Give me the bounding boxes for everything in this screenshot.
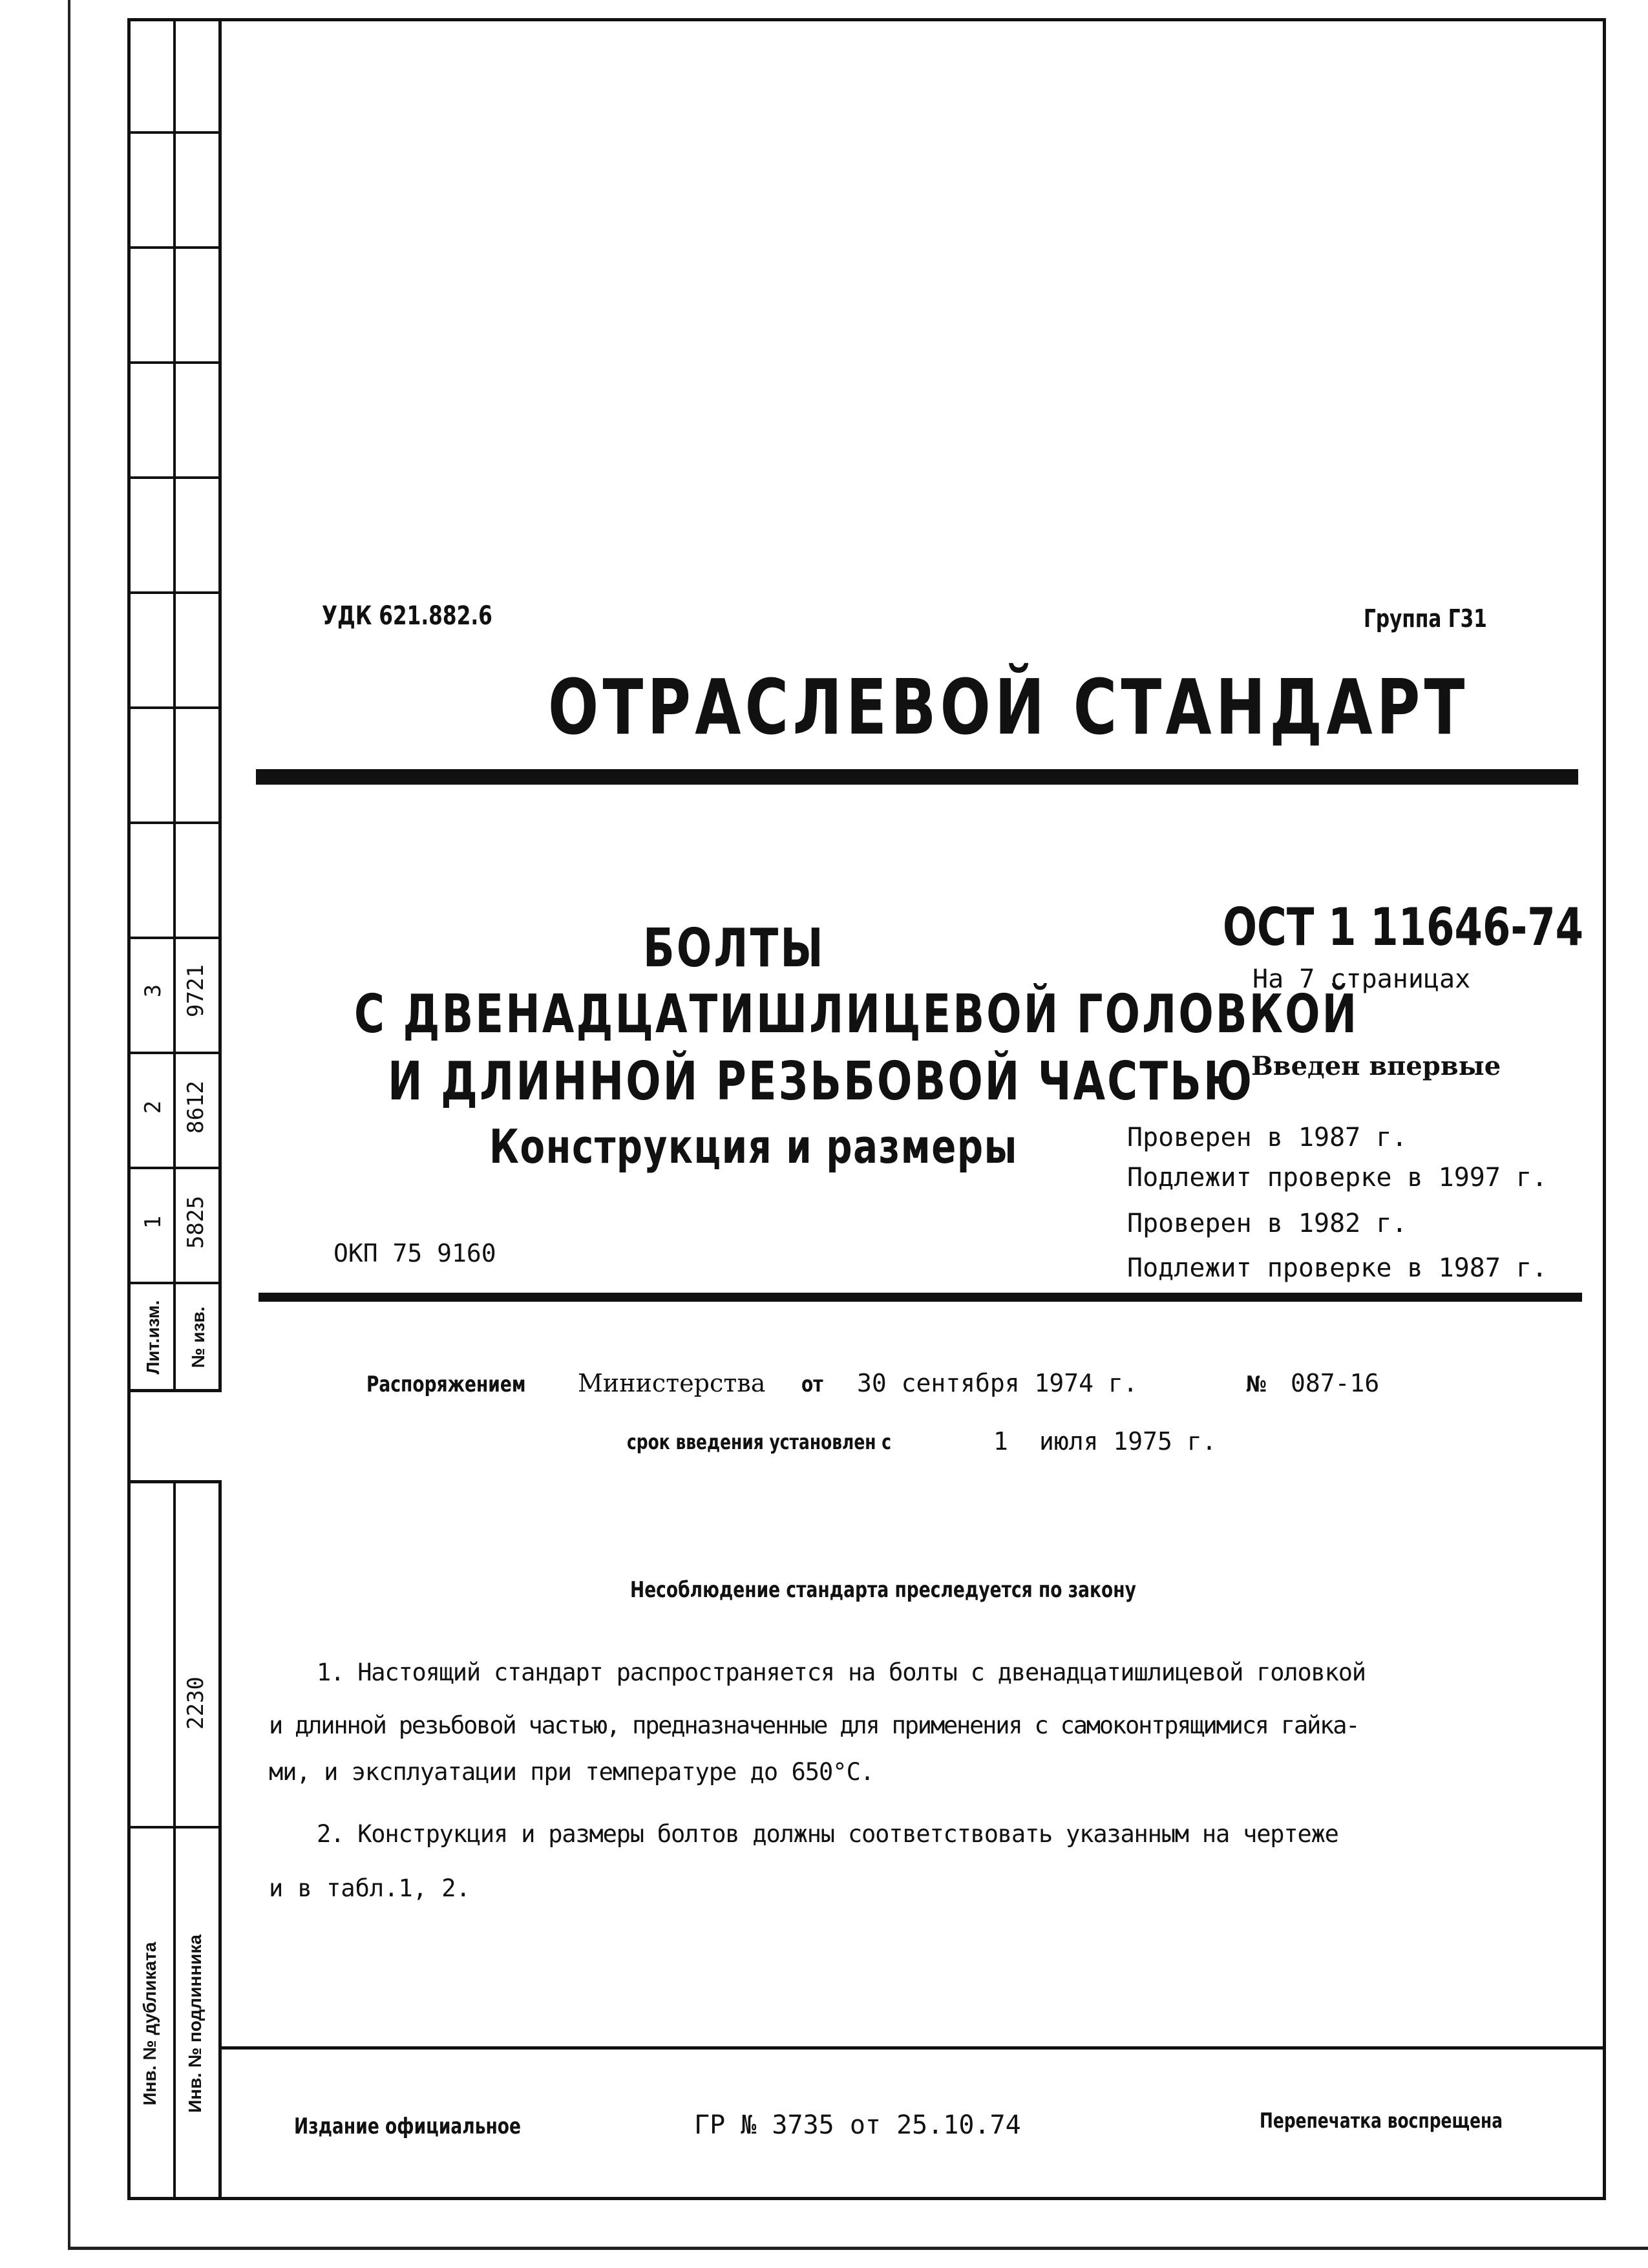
order-ministry: Министерства	[578, 1369, 766, 1397]
check-line-1: Проверен в 1987 г.	[1127, 1123, 1408, 1152]
check-line-3: Проверен в 1982 г.	[1127, 1209, 1408, 1238]
change-number-2: 2	[140, 1100, 166, 1114]
orig-inventory-number: 2230	[183, 1677, 209, 1730]
doc-number-3: 9721	[183, 964, 209, 1017]
reprint-notice: Перепечатка воспрещена	[1260, 2108, 1503, 2133]
paragraph-2-line-2: и в табл.1, 2.	[269, 1874, 470, 1902]
change-number-1: 1	[140, 1215, 166, 1229]
paragraph-1-line-1: 1. Настоящий стандарт распространяется на болты с двенадцатишлицевой головкой	[317, 1659, 1366, 1686]
paragraph-1-line-3: ми, и эксплуатации при температуре до 650°С.	[269, 1758, 874, 1786]
standard-type-heading: ОТРАСЛЕВОЙ СТАНДАРТ	[548, 662, 1469, 752]
group-code: Группа Г31	[1364, 604, 1487, 633]
okp-code: ОКП 75 9160	[333, 1239, 496, 1267]
title-line-3: И ДЛИННОЙ РЕЗЬБОВОЙ ЧАСТЬЮ	[388, 1051, 1254, 1112]
footer-rule	[222, 2046, 1606, 2050]
term-date: июля 1975 г.	[1039, 1427, 1217, 1456]
term-label: срок введения установлен с	[627, 1430, 892, 1454]
edition-label: Издание официальное	[294, 2114, 522, 2139]
order-label: Распоряжением	[366, 1372, 526, 1397]
page-count: На 7 страницах	[1252, 964, 1471, 994]
title-line-4: Конструкция и размеры	[489, 1119, 1019, 1174]
udk-code: УДК 621.882.6	[322, 601, 492, 631]
margin-inventory-table	[127, 1480, 222, 2200]
order-date: 30 сентября 1974 г.	[857, 1369, 1138, 1397]
page-edge-bottom	[68, 2247, 1648, 2250]
order-number: 087-16	[1291, 1369, 1380, 1397]
paragraph-2-line-1: 2. Конструкция и размеры болтов должны соответствовать указанным на чертеже	[317, 1820, 1338, 1848]
doc-number-1: 5825	[183, 1196, 209, 1249]
title-line-2: С ДВЕНАДЦАТИШЛИЦЕВОЙ ГОЛОВКОЙ	[354, 984, 1359, 1045]
order-number-label: №	[1246, 1372, 1267, 1397]
term-day: 1	[993, 1427, 1008, 1456]
paragraph-1-line-2: и длинной резьбовой частью, предназначенные для применения с самоконтрящимися гайка-	[269, 1712, 1359, 1739]
change-number-3: 3	[140, 984, 166, 998]
change-row-label: Лит.изм.	[143, 1300, 163, 1375]
doc-row-label: № изв.	[188, 1306, 208, 1368]
dup-inventory-label: Инв. № дубликата	[140, 1942, 160, 2106]
doc-number-2: 8612	[183, 1081, 209, 1134]
standard-designation: ОСТ 1 11646-74	[1223, 897, 1584, 957]
introduced-status: Введен впервые	[1251, 1051, 1501, 1081]
title-line-1: БОЛТЫ	[643, 918, 825, 979]
check-line-2: Подлежит проверке в 1997 г.	[1127, 1163, 1548, 1192]
registration-number: ГР № 3735 от 25.10.74	[694, 2110, 1021, 2140]
order-from: от	[801, 1372, 823, 1397]
orig-inventory-label: Инв. № подлинника	[185, 1934, 205, 2113]
check-line-4: Подлежит проверке в 1987 г.	[1127, 1253, 1548, 1283]
law-notice: Несоблюдение стандарта преследуется по закону	[630, 1577, 1136, 1603]
header-rule	[256, 769, 1578, 785]
title-rule	[259, 1293, 1582, 1302]
page-edge-left	[68, 0, 70, 2249]
margin-change-table	[127, 18, 222, 1392]
